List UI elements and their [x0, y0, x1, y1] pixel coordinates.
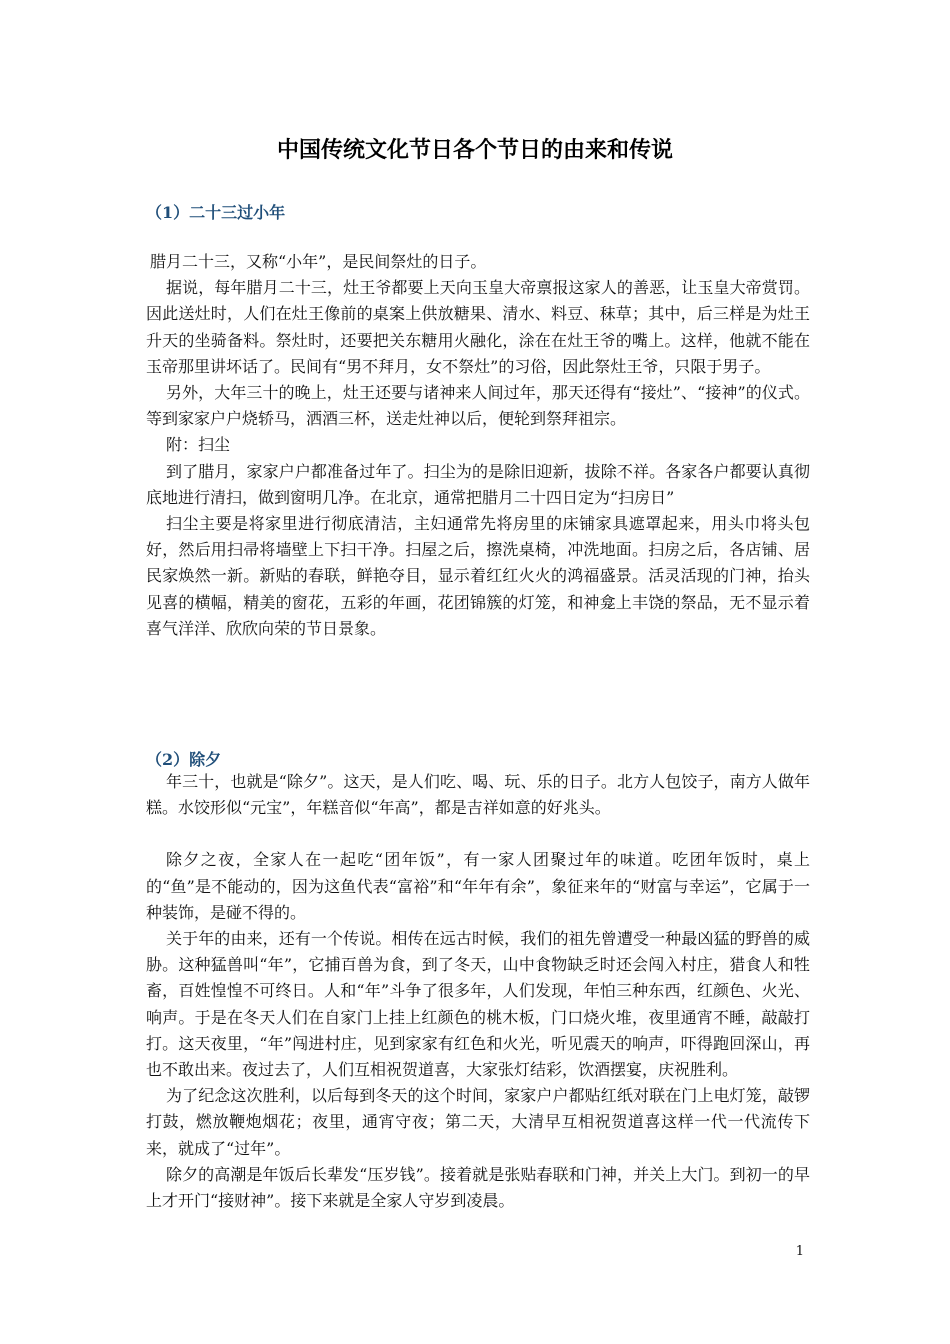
paragraph: 为了纪念这次胜利，以后每到冬天的这个时间，家家户户都贴红纸对联在门上电灯笼，敲锣打鼓，燃放鞭炮烟花；夜里，通宵守夜；第二天，大清早互相祝贺道喜这样一代一代流传下来，就成了“过年”。 [146, 1086, 810, 1158]
paragraph: 另外，大年三十的晚上，灶王还要与诸神来人间过年，那天还得有“接灶”、“接神”的仪式。等到家家户户烧轿马，洒酒三杯，送走灶神以后，便轮到祭拜祖宗。 [146, 383, 810, 429]
paragraph: 除夕的高潮是年饭后长辈发“压岁钱”。接着就是张贴春联和门神，并关上大门。到初一的早上才开门“接财神”。接下来就是全家人守岁到凌晨。 [146, 1164, 810, 1211]
paragraph: 除夕之夜，全家人在一起吃“团年饭”，有一家人团聚过年的味道。吃团年饭时，桌上的“鱼”是不能动的，因为这鱼代表“富裕”和“年年有余”，象征来年的“财富与幸运”，它属于一种装饰，是碰不得的。 [146, 850, 810, 922]
page-title: 中国传统文化节日各个节日的由来和传说 [276, 137, 673, 163]
paragraph: 年三十，也就是“除夕”。这天，是人们吃、喝、玩、乐的日子。北方人包饺子，南方人做年糕。水饺形似“元宝”，年糕音似“年高”，都是吉祥如意的好兆头。 [146, 772, 810, 818]
page-number: 1 [795, 1244, 804, 1259]
section-heading-chuxi: （2）除夕 [146, 750, 222, 769]
section-body-xiaonian [146, 249, 810, 642]
paragraph: 腊月二十三，又称“小年”，是民间祭灶的日子。 [150, 252, 487, 271]
paragraph-gap [146, 821, 810, 847]
paragraph: 附：扫尘 [166, 435, 231, 455]
paragraph: 关于年的由来，还有一个传说。相传在远古时候，我们的祖先曾遭受一种最凶猛的野兽的威胁。这种猛兽叫“年”，它捕百兽为食，到了冬天，山中食物缺乏时还会闯入村庄，猎食人和牲畜，百姓惶惶不可终日。人和“年”斗争了很多年，人们发现，年怕三种东西，红颜色、火光、响声。于是在冬天人们在自家门上挂上红颜色的桃木板，门口烧火堆，夜里通宵不睡，敲敲打打。这天夜里，“年”闯进村庄，见到家家有红色和火光，听见震天的响声，吓得跑回深山，再也不敢出来。夜过去了，人们互相祝贺道喜，大家张灯结彩，饮酒摆宴，庆祝胜利。 [146, 929, 810, 1080]
paragraph: 据说，每年腊月二十三，灶王爷都要上天向玉皇大帝禀报这家人的善恶，让玉皇大帝赏罚。因此送灶时，人们在灶王像前的桌案上供放糖果、清水、料豆、秣草；其中，后三样是为灶王升天的坐骑备料。祭灶时，还要把关东糖用火融化，涂在在灶王爷的嘴上。这样，他就不能在玉帝那里讲坏话了。民间有“男不拜月，女不祭灶”的习俗，因此祭灶王爷，只限于男子。 [146, 278, 810, 376]
paragraph: 到了腊月，家家户户都准备过年了。扫尘为的是除旧迎新，拔除不祥。各家各户都要认真彻底地进行清扫，做到窗明几净。在北京，通常把腊月二十四日定为“扫房日” [146, 461, 810, 507]
paragraph: 扫尘主要是将家里进行彻底清洁，主妇通常先将房里的床铺家具遮罩起来，用头巾将头包好，然后用扫帚将墙壁上下扫干净。扫屋之后，擦洗桌椅，冲洗地面。扫房之后，各店铺、居民家焕然一新。新贴的春联，鲜艳夺目，显示着红红火火的鸿福盛景。活灵活现的门神，抬头见喜的横幅，精美的窗花，五彩的年画，花团锦簇的灯笼，和神龛上丰饶的祭品，无不显示着喜气洋洋、欣欣向荣的节日景象。 [146, 514, 810, 638]
section-body-chuxi [146, 769, 810, 1214]
section-heading-xiaonian: （1）二十三过小年 [146, 203, 286, 222]
